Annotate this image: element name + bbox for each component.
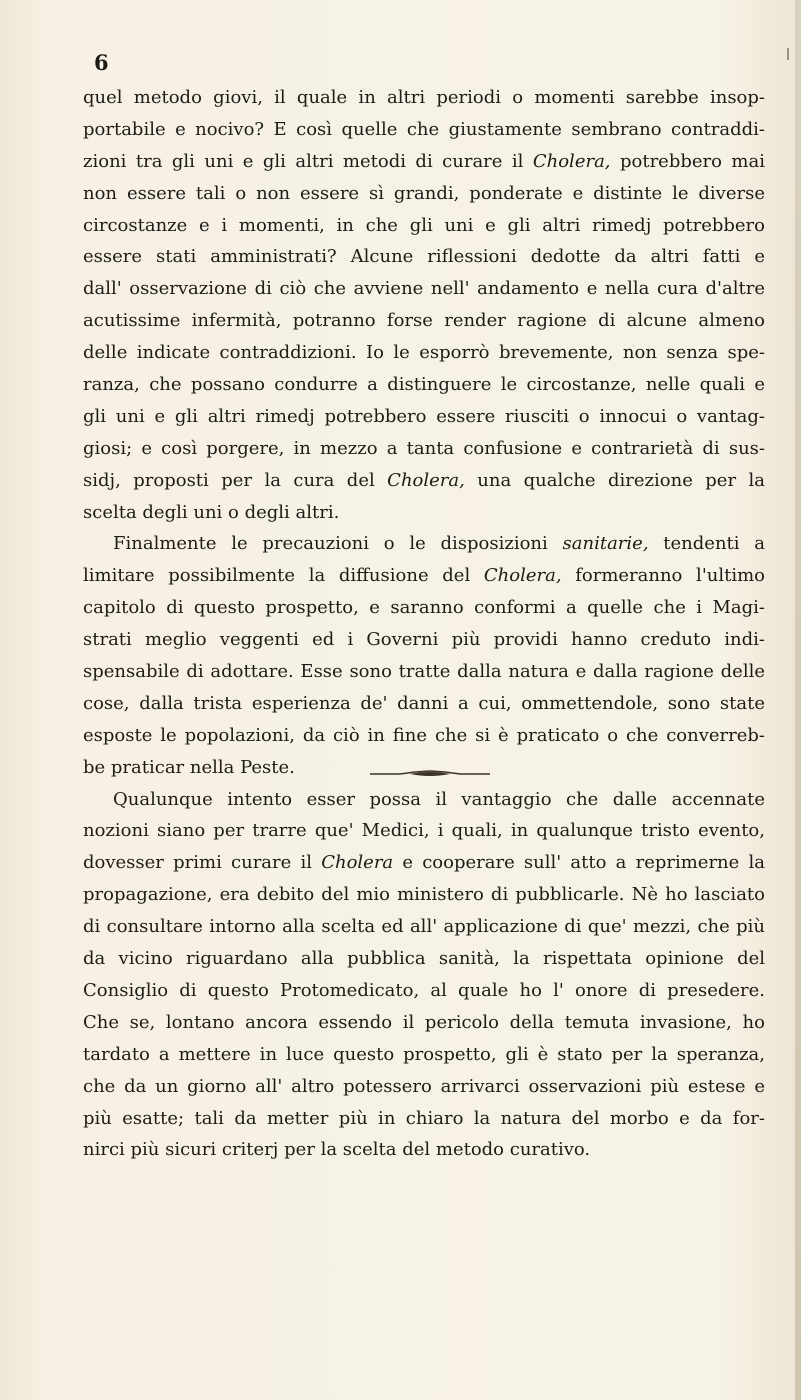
- text-segment: delle indicate contraddizioni. Io le esporrò brevemente, non senza spe-: [83, 342, 765, 364]
- text-line: [83, 210, 765, 242]
- text-line: [83, 178, 765, 210]
- text-segment: giosi; e così porgere, in mezzo a tanta confusione e contrarietà di sus-: [83, 437, 765, 459]
- text-line: [83, 337, 765, 369]
- text-segment: spensabile di adottare. Esse sono tratte dalla natura e dalla ragione delle: [83, 661, 765, 683]
- text-segment: scelta degli uni o degli altri.: [83, 501, 340, 523]
- text-line: [83, 82, 765, 114]
- text-segment: dovesser primi curare il: [83, 852, 322, 874]
- text-segment: capitolo di questo prospetto, e saranno conformi a quelle che i Magi-: [83, 597, 765, 619]
- text-segment: tendenti a: [648, 533, 765, 555]
- text-line: [83, 592, 765, 624]
- text-line: [83, 911, 765, 943]
- text-line: [83, 815, 765, 847]
- text-line: [83, 656, 765, 688]
- text-segment: acutissime infermità, potranno forse render ragione di alcune almeno: [83, 310, 765, 332]
- text-segment: da vicino riguardano alla pubblica sanità, la rispettata opinione del: [83, 948, 765, 970]
- text-segment: circostanze e i momenti, in che gli uni e gli altri rimedj potrebbero: [83, 214, 765, 236]
- text-segment: potrebbero mai: [610, 150, 765, 172]
- text-segment: che da un giorno all' altro potessero arrivarci osservazioni più estese e: [83, 1075, 765, 1097]
- text-segment: Qualunque intento esser possa il vantaggio che dalle accennate: [113, 788, 765, 810]
- text-segment: quel metodo giovi, il quale in altri periodi o momenti sarebbe insop-: [83, 87, 765, 108]
- text-line: [83, 688, 765, 720]
- text-line: [83, 720, 765, 752]
- text-segment: una qualche direzione per la: [464, 469, 765, 491]
- text-line: [83, 114, 765, 146]
- text-segment: portabile e nocivo? E così quelle che giustamente sembrano contraddi-: [83, 118, 765, 140]
- text-segment: formeranno l'ultimo: [561, 565, 765, 587]
- text-line: [83, 1103, 765, 1135]
- italic-term: Cholera,: [532, 150, 611, 172]
- text-line: [83, 528, 765, 560]
- text-line: [83, 1134, 765, 1166]
- text-segment: nozioni siano per trarre que' Medici, i quali, in qualunque tristo evento,: [83, 820, 765, 842]
- text-line: [83, 624, 765, 656]
- italic-term: Cholera,: [387, 469, 465, 491]
- page-edge: [795, 0, 801, 1400]
- ornamental-rule: [370, 770, 490, 778]
- text-line: [83, 784, 765, 816]
- text-segment: nirci più sicuri criterj per la scelta del metodo curativo.: [83, 1139, 591, 1161]
- text-line: [83, 752, 765, 784]
- text-segment: Consiglio di questo Protomedicato, al quale ho l' onore di presedere.: [83, 979, 765, 1001]
- text-line: [83, 369, 765, 401]
- text-segment: limitare possibilmente la diffusione del: [83, 565, 484, 587]
- italic-term: Cholera,: [483, 565, 562, 587]
- text-segment: dall' osservazione di ciò che avviene nell' andamento e nella cura d'altre: [83, 278, 765, 300]
- text-segment: Finalmente le precauzioni o le disposizioni: [113, 533, 563, 555]
- text-line: [83, 847, 765, 879]
- text-segment: essere stati amministrati? Alcune riflessioni dedotte da altri fatti e: [83, 246, 765, 268]
- text-line: [83, 560, 765, 592]
- text-line: [83, 401, 765, 433]
- text-line: [83, 879, 765, 911]
- text-line: [83, 465, 765, 497]
- text-segment: tardato a mettere in luce questo prospetto, gli è stato per la speranza,: [83, 1043, 765, 1065]
- text-line: [83, 497, 765, 529]
- text-segment: cose, dalla trista esperienza de' danni a cui, ommettendole, sono state: [83, 692, 765, 714]
- text-segment: propagazione, era debito del mio ministero di pubblicarle. Nè ho lasciato: [83, 884, 765, 906]
- text-line: [83, 975, 765, 1007]
- text-line: [83, 1039, 765, 1071]
- text-line: [83, 241, 765, 273]
- text-line: [83, 146, 765, 178]
- text-segment: e cooperare sull' atto a reprimerne la: [393, 852, 765, 874]
- text-line: [83, 943, 765, 975]
- page-number: 6: [94, 50, 110, 75]
- edge-mark: [787, 48, 789, 60]
- body-text: [83, 82, 765, 1166]
- text-segment: ranza, che possano condurre a distinguere le circostanze, nelle quali e: [83, 374, 765, 396]
- italic-term: sanitarie,: [562, 533, 649, 555]
- text-segment: sidj, proposti per la cura del: [83, 469, 388, 491]
- text-segment: gli uni e gli altri rimedj potrebbero essere riusciti o innocui o vantag-: [83, 405, 765, 427]
- text-line: [83, 1007, 765, 1039]
- text-segment: zioni tra gli uni e gli altri metodi di curare il: [83, 150, 533, 172]
- text-line: [83, 273, 765, 305]
- text-segment: non essere tali o non essere sì grandi, ponderate e distinte le diverse: [83, 182, 765, 204]
- text-line: [83, 1071, 765, 1103]
- text-segment: più esatte; tali da metter più in chiaro la natura del morbo e da for-: [83, 1107, 765, 1129]
- text-segment: esposte le popolazioni, da ciò in fine che si è praticato o che converreb-: [83, 724, 765, 746]
- text-segment: Che se, lontano ancora essendo il pericolo della temuta invasione, ho: [83, 1011, 765, 1033]
- text-line: [83, 305, 765, 337]
- italic-term: Cholera: [321, 852, 394, 874]
- text-segment: be praticar nella Peste.: [83, 756, 295, 778]
- text-segment: strati meglio veggenti ed i Governi più providi hanno creduto indi-: [83, 629, 765, 651]
- text-line: [83, 433, 765, 465]
- text-segment: di consultare intorno alla scelta ed all' applicazione di que' mezzi, che più: [83, 916, 765, 938]
